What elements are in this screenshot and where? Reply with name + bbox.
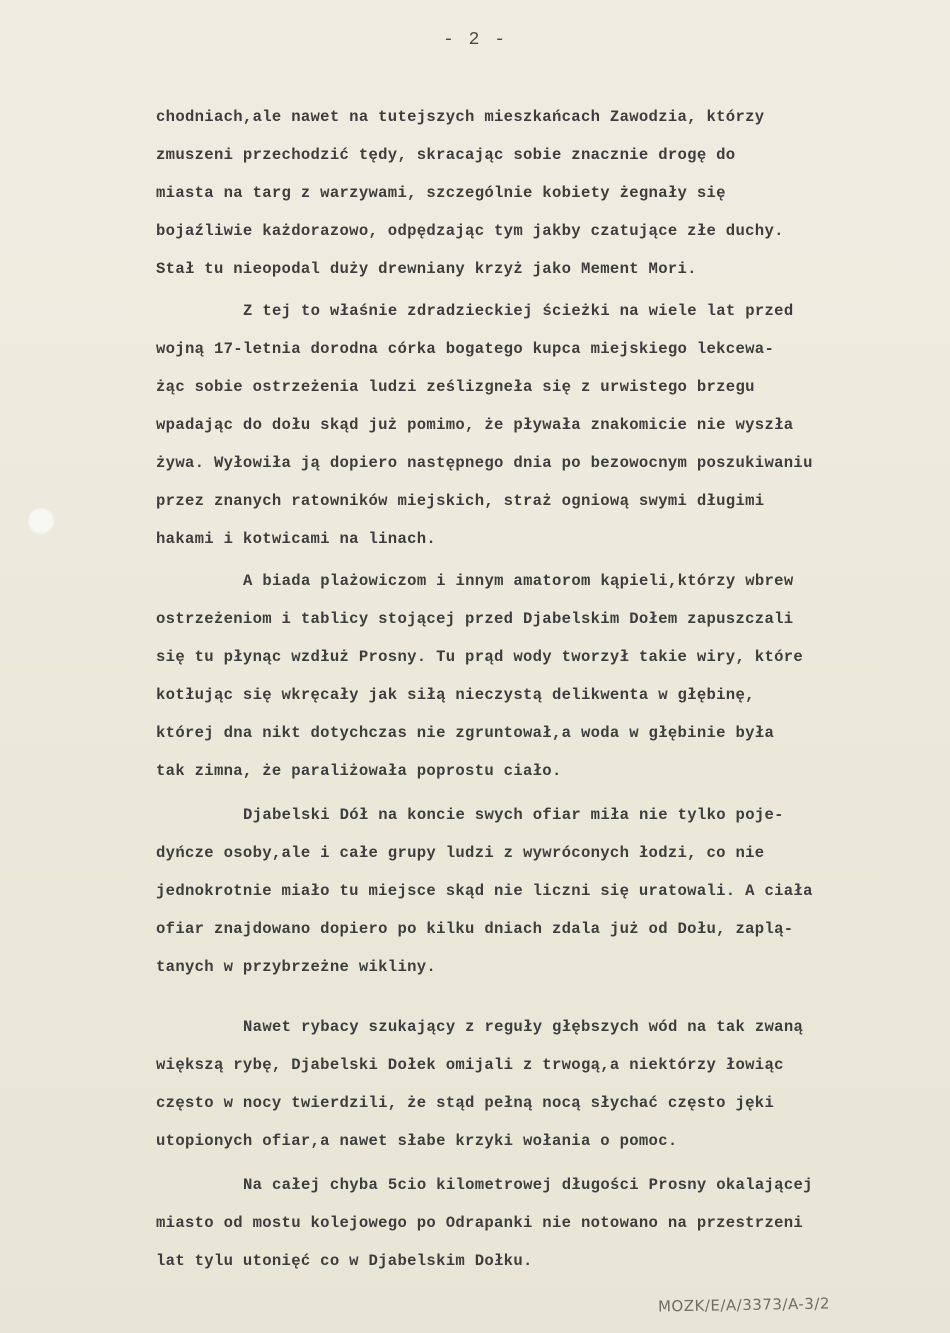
- text-line: miasta na targ z warzywami, szczególnie kobiety żegnały się: [156, 184, 726, 202]
- text-line: lat tylu utonięć co w Djabelskim Dołku.: [156, 1252, 533, 1270]
- text-line: Na całej chyba 5cio kilometrowej długości Prosny okalającej: [243, 1176, 813, 1194]
- text-line: większą rybę, Djabelski Dołek omijali z trwogą,a niektórzy łowiąc: [156, 1056, 784, 1074]
- text-line: przez znanych ratowników miejskich, straż ogniową swymi długimi: [156, 492, 765, 510]
- text-line: Nawet rybacy szukający z reguły głębszych wód na tak zwaną: [243, 1018, 804, 1036]
- text-line: żąc sobie ostrzeżenia ludzi ześlizgneła się z urwistego brzegu: [156, 378, 755, 396]
- text-line: tanych w przybrzeżne wikliny.: [156, 958, 437, 976]
- text-line: żywa. Wyłowiła ją dopiero następnego dnia po bezowocnym poszukiwaniu: [156, 454, 813, 472]
- text-line: często w nocy twierdzili, że stąd pełną nocą słychać często jęki: [156, 1094, 775, 1112]
- archive-signature: MOZK/E/A/3373/A-3/2: [657, 1294, 831, 1316]
- text-line: ostrzeżeniom i tablicy stojącej przed Djabelskim Dołem zapuszczali: [156, 610, 794, 628]
- text-line: Stał tu nieopodal duży drewniany krzyż jako Mement Mori.: [156, 260, 697, 278]
- text-line: kotłując się wkręcały jak siłą nieczystą delikwenta w głębinę,: [156, 686, 755, 704]
- text-line: miasto od mostu kolejowego po Odrapanki nie notowano na przestrzeni: [156, 1214, 804, 1232]
- page-number: - 2 -: [442, 30, 507, 50]
- text-line: ofiar znajdowano dopiero po kilku dniach zdala już od Dołu, zaplą-: [156, 920, 794, 938]
- punch-hole: [28, 508, 54, 534]
- text-line: się tu płynąc wzdłuż Prosny. Tu prąd wody tworzył takie wiry, które: [156, 648, 804, 666]
- text-line: której dna nikt dotychczas nie zgruntował,a woda w głębinie była: [156, 724, 775, 742]
- text-line: Djabelski Dół na koncie swych ofiar miła nie tylko poje-: [243, 806, 784, 824]
- text-line: A biada plażowiczom i innym amatorom kąpieli,którzy wbrew: [243, 572, 794, 590]
- text-line: bojaźliwie każdorazowo, odpędzając tym jakby czatujące złe duchy.: [156, 222, 784, 240]
- text-line: utopionych ofiar,a nawet słabe krzyki wołania o pomoc.: [156, 1132, 678, 1150]
- text-line: wpadając do dołu skąd już pomimo, że pływała znakomicie nie wyszła: [156, 416, 794, 434]
- text-line: wojną 17-letnia dorodna córka bogatego kupca miejskiego lekcewa-: [156, 340, 775, 358]
- text-line: hakami i kotwicami na linach.: [156, 530, 437, 548]
- text-line: dyńcze osoby,ale i całe grupy ludzi z wywróconych łodzi, co nie: [156, 844, 765, 862]
- text-line: Z tej to właśnie zdradzieckiej ścieżki na wiele lat przed: [243, 302, 794, 320]
- text-line: chodniach,ale nawet na tutejszych mieszkańcach Zawodzia, którzy: [156, 108, 765, 126]
- text-line: zmuszeni przechodzić tędy, skracając sobie znacznie drogę do: [156, 146, 736, 164]
- text-line: tak zimna, że paraliżowała poprostu ciało.: [156, 762, 562, 780]
- text-line: jednokrotnie miało tu miejsce skąd nie liczni się uratowali. A ciała: [156, 882, 813, 900]
